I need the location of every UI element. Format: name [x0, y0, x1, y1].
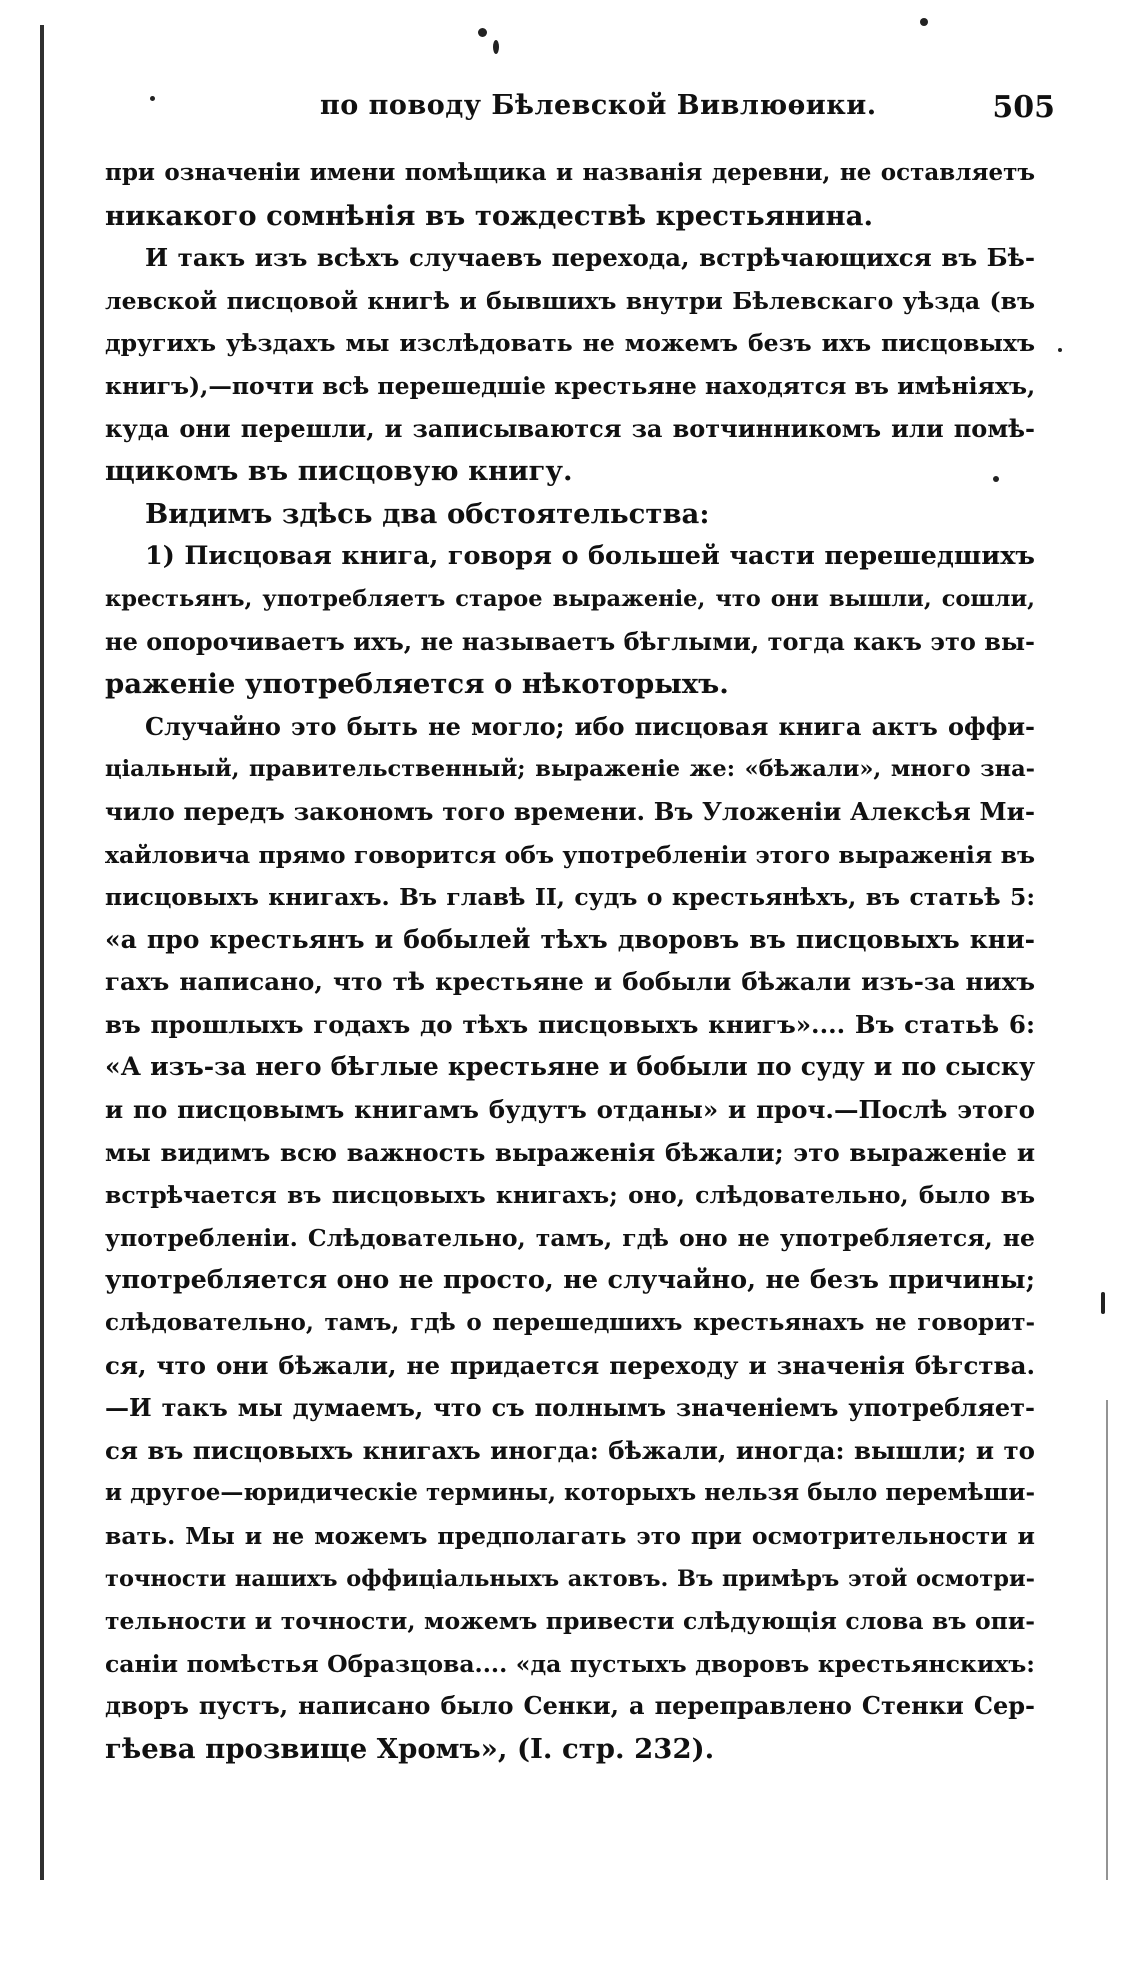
text-line: ся, что они бѣжали, не придается переходу и значенія бѣгства.: [105, 1350, 1035, 1380]
text-line: Видимъ здѣсь два обстоятельства:: [145, 497, 710, 530]
text-line: саніи помѣстья Образцова.... «да пустыхъ дворовъ крестьянскихъ:: [105, 1649, 1035, 1678]
text-line: 1) Писцовая книга, говоря о большей части перешедшихъ: [145, 541, 1035, 572]
text-line: книгъ),—почти всѣ перешедшіе крестьяне находятся въ имѣніяхъ,: [105, 371, 1036, 400]
text-line: щикомъ въ писцовую книгу.: [105, 455, 573, 488]
text-line: куда они перешли, и записываются за вотчинникомъ или помѣ-: [105, 413, 1035, 443]
text-line: —И такъ мы думаемъ, что съ полнымъ значеніемъ употребляет-: [105, 1393, 1035, 1423]
ink-speck: [920, 18, 928, 26]
scan-edge-right: [1106, 1400, 1108, 1880]
text-line: употребляется оно не просто, не случайно, не безъ причины;: [105, 1265, 1035, 1296]
text-line: левской писцовой книгѣ и бывшихъ внутри Бѣлевскаго уѣзда (въ: [105, 286, 1035, 315]
text-line: И такъ изъ всѣхъ случаевъ перехода, встрѣчающихся въ Бѣ-: [145, 243, 1035, 273]
ink-speck: [1101, 1292, 1105, 1314]
body-text: [105, 152, 1035, 1771]
text-line: и по писцовымъ книгамъ будутъ отданы» и проч.—Послѣ этого: [105, 1095, 1035, 1125]
text-line: раженіе употребляется о нѣкоторыхъ.: [105, 668, 729, 701]
text-line: точности нашихъ оффиціальныхъ актовъ. Въ примѣръ этой осмотри-: [105, 1565, 1035, 1592]
text-line: ціальный, правительственный; выраженіе же: «бѣжали», много зна-: [105, 756, 1035, 783]
text-line: вать. Мы и не можемъ предполагать это при осмотрительности и: [105, 1522, 1035, 1550]
text-line: при означеніи имени помѣщика и названія деревни, не оставляетъ: [105, 159, 1035, 186]
page-number: 505: [992, 90, 1055, 125]
text-line: гѣева прозвище Хромъ», (I. стр. 232).: [105, 1732, 715, 1765]
text-line: писцовыхъ книгахъ. Въ главѣ II, судъ о крестьянѣхъ, въ статьѣ 5:: [105, 883, 1035, 912]
running-head: по поводу Бѣлевской Вивлюѳики.: [320, 90, 877, 121]
text-line: Случайно это быть не могло; ибо писцовая книга актъ оффи-: [145, 711, 1035, 741]
text-line: «А изъ-за него бѣглые крестьяне и бобыли по суду и по сыску: [105, 1052, 1035, 1082]
text-line: слѣдовательно, тамъ, гдѣ о перешедшихъ крестьянахъ не говорит-: [105, 1309, 1035, 1337]
text-line: мы видимъ всю важность выраженія бѣжали; это выраженіе и: [105, 1137, 1035, 1167]
text-line: ся въ писцовыхъ книгахъ иногда: бѣжали, иногда: вышли; и то: [105, 1435, 1035, 1465]
ink-speck: [493, 40, 499, 54]
text-line: никакого сомнѣнія въ тождествѣ крестьянина.: [105, 199, 874, 232]
ink-speck: [478, 28, 487, 37]
text-line: не опорочиваетъ ихъ, не называетъ бѣглыми, тогда какъ это вы-: [105, 626, 1035, 656]
text-line: крестьянъ, употребляетъ старое выраженіе, что они вышли, сошли,: [105, 585, 1035, 612]
ink-speck: [1058, 348, 1062, 352]
text-line: и другое—юридическіе термины, которыхъ нельзя было перемѣши-: [105, 1479, 1035, 1507]
page-header: [135, 90, 1055, 130]
text-line: тельности и точности, можемъ привести слѣдующія слова въ опи-: [105, 1607, 1035, 1636]
text-line: дворъ пустъ, написано было Сенки, а переправлено Стенки Сер-: [105, 1691, 1035, 1721]
text-line: другихъ уѣздахъ мы изслѣдовать не можемъ безъ ихъ писцовыхъ: [105, 329, 1035, 358]
text-line: «а про крестьянъ и бобылей тѣхъ дворовъ въ писцовыхъ кни-: [105, 924, 1035, 954]
text-line: гахъ написано, что тѣ крестьяне и бобыли бѣжали изъ-за нихъ: [105, 967, 1035, 997]
text-line: чило передъ закономъ того времени. Въ Уложеніи Алексѣя Ми-: [105, 796, 1035, 826]
text-line: въ прошлыхъ годахъ до тѣхъ писцовыхъ книгъ».... Въ статьѣ 6:: [105, 1009, 1035, 1039]
text-line: употребленіи. Слѣдовательно, тамъ, гдѣ оно не употребляется, не: [105, 1223, 1035, 1252]
text-line: хайловича прямо говорится объ употребленіи этого выраженія въ: [105, 840, 1035, 869]
scan-edge-left: [40, 25, 44, 1880]
text-line: встрѣчается въ писцовыхъ книгахъ; оно, слѣдовательно, было въ: [105, 1181, 1035, 1210]
